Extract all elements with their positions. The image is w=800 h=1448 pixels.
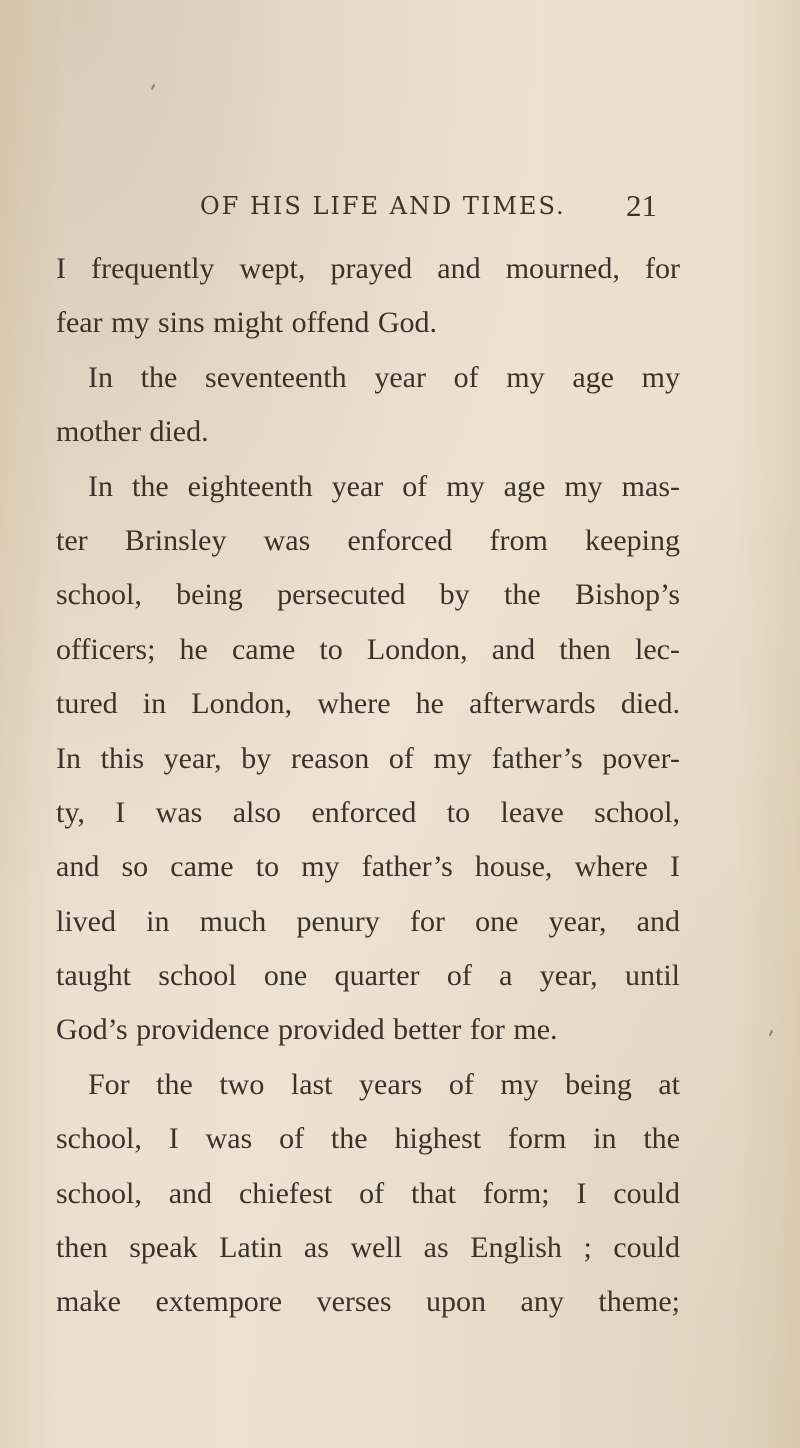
text-line: taught school one quarter of a year, until: [56, 959, 680, 993]
text-line: school, and chiefest of that form; I could: [56, 1176, 680, 1210]
body-text: [56, 242, 680, 1330]
text-line: make extempore verses upon any theme;: [56, 1285, 680, 1319]
text-line: ty, I was also enforced to leave school,: [56, 795, 680, 829]
running-title: OF HIS LIFE AND TIMES.: [200, 192, 566, 220]
text-line: then speak Latin as well as English ; could: [56, 1231, 680, 1265]
text-line: ter Brinsley was enforced from keeping: [56, 523, 680, 557]
text-line: In the eighteenth year of my age my mas-: [88, 469, 680, 503]
paper-speck: [769, 1030, 773, 1036]
text-line: God’s providence provided better for me.: [56, 1013, 558, 1047]
text-line: school, I was of the highest form in the: [56, 1122, 680, 1156]
text-line: fear my sins might offend God.: [56, 306, 438, 340]
text-line: I frequently wept, prayed and mourned, for: [56, 252, 680, 285]
text-line: lived in much penury for one year, and: [56, 904, 680, 938]
page-number: 21: [626, 188, 657, 223]
paper-speck: [151, 84, 155, 90]
text-line: tured in London, where he afterwards died.: [56, 687, 680, 721]
text-line: and so came to my father’s house, where I: [56, 850, 680, 884]
text-line: officers; he came to London, and then lec-: [56, 632, 680, 666]
text-line: In the seventeenth year of my age my: [88, 360, 680, 394]
text-line: mother died.: [56, 415, 209, 449]
text-line: In this year, by reason of my father’s pover-: [56, 741, 680, 775]
page-header: [0, 188, 800, 232]
text-line: school, being persecuted by the Bishop’s: [56, 578, 680, 612]
text-line: For the two last years of my being at: [88, 1067, 680, 1101]
